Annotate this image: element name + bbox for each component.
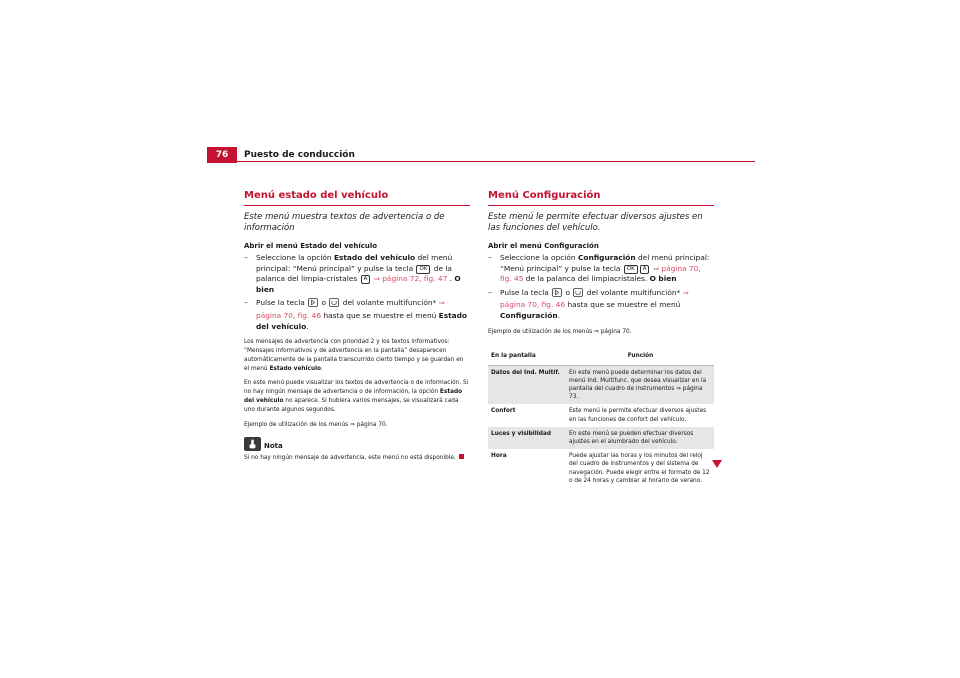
instruction-step: – Pulse la tecla o del volante multifunción* ⇒ página 70, fig. 46 hasta que se muestre el menú Estado del vehículo. [244, 298, 468, 331]
table-row [488, 404, 714, 426]
table-cell: En este menú se pueden efectuar diversos ajustes en el alumbrado del vehículo. [566, 427, 714, 449]
body-paragraph: Ejemplo de utilización de los menús ⇒ página 70. [488, 328, 632, 335]
table-cell: Confort [491, 408, 516, 415]
function-table [488, 348, 714, 488]
page-number: 76 [207, 147, 237, 163]
column-header: En la pantalla [488, 348, 566, 365]
body-paragraph: Los mensajes de advertencia con prioridad 2 y los textos informativos: “Mensajes informativos y de advertencia en la pantalla” desaparecen automáticamente de la pantalla transcurrido cierto tiempo y se guardan en el menú Estado vehículo. [244, 339, 464, 372]
section-end-marker [459, 454, 464, 459]
section-title: Menú Configuración [488, 190, 601, 201]
header-rule [207, 161, 755, 162]
a-key: A [640, 265, 650, 274]
page-link[interactable]: ⇒ página 72, fig. 47 [373, 274, 448, 284]
right-column [488, 190, 714, 488]
subheading: Abrir el menú Configuración [488, 242, 599, 250]
body-paragraph: Ejemplo de utilización de los menús ⇒ página 70. [244, 421, 388, 428]
instruction-step: – Seleccione la opción Estado del vehículo del menú principal: “Menú principal” y pulse la tecla OK de la palanca del limpia-cristales A ⇒ página 72, fig. 47 . O bien [244, 253, 461, 294]
a-key: A [361, 275, 371, 284]
table-cell: Hora [491, 453, 507, 460]
section-subtitle: Este menú muestra textos de advertencia o de información [244, 212, 445, 233]
note-box [244, 437, 470, 462]
next-arrow-key-icon [308, 298, 318, 311]
section-title: Menú estado del vehículo [244, 190, 389, 201]
instruction-step: – Seleccione la opción Configuración del menú principal: “Menú principal” y pulse la tecla OK A ⇒ página 70, fig. 45 de la palanca del limpiacristales. O bien [488, 253, 710, 284]
table-row [488, 365, 714, 404]
next-arrow-key-icon [552, 288, 562, 301]
section-rule [244, 205, 470, 206]
note-hand-icon [244, 437, 261, 451]
table-cell: Este menú le permite efectuar diversos ajustes en las funciones de confort del vehículo. [569, 408, 707, 423]
page-link[interactable]: ⇒ página 70, fig. 46 [500, 287, 689, 310]
ok-key: OK [416, 265, 430, 274]
running-title: Puesto de conducción [244, 150, 355, 160]
table-cell: Datos del Ind. Multif. [488, 365, 566, 404]
table-cell: Puede ajustar las horas y los minutos del reloj del cuadro de instrumentos y del sistema de navegación. Puede elegir entre el formato de 12 o de 24 horas y cambiar al horario de verano. [569, 453, 710, 484]
left-column [244, 190, 470, 462]
table-cell: Luces y visibilidad [488, 427, 566, 449]
table-row [488, 449, 714, 488]
column-header: Función [566, 348, 714, 365]
return-arrow-key-icon [329, 298, 339, 311]
note-text: Si no hay ningún mensaje de advertencia, este menú no está disponible. [244, 454, 470, 463]
section-rule [488, 205, 714, 206]
section-subtitle: Este menú le permite efectuar diversos ajustes en las funciones del vehículo. [488, 212, 703, 233]
instruction-step: – Pulse la tecla o del volante multifunción* ⇒ página 70, fig. 46 hasta que se muestre el menú Configuración. [488, 287, 689, 320]
table-row [488, 427, 714, 449]
note-label: Nota [264, 442, 283, 451]
page-link[interactable]: ⇒ página 70, fig. 45 [500, 263, 701, 284]
return-arrow-key-icon [573, 288, 583, 301]
continue-arrow-icon [712, 453, 722, 472]
table-cell: En este menú puede determinar los datos del menú Ind. Multifunc. que desea visualizar en la pantalla del cuadro de instrumentos ⇒ página 73. [566, 365, 714, 404]
body-paragraph: En este menú puede visualizar los textos de advertencia o de información. Si no hay ningún mensaje de advertencia o de información, la opción Estado del vehículo no aparece. Si hubiera varios mensajes, se visualizará cada uno durante algunos segundos. [244, 380, 469, 413]
ok-key: OK [624, 265, 638, 274]
table-header-row [488, 348, 714, 365]
page-link[interactable]: ⇒ página 70, fig. 46 [256, 298, 445, 320]
subheading: Abrir el menú Estado del vehículo [244, 242, 378, 250]
